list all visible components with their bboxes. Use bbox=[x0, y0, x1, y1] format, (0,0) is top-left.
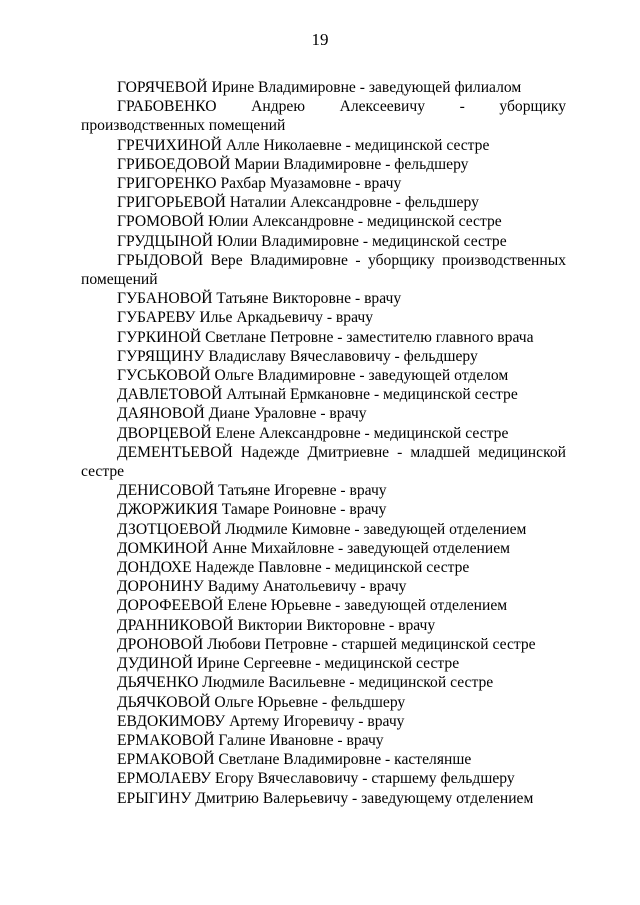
list-item: ГУСЬКОВОЙ Ольге Владимировне - заведующей отделом bbox=[117, 367, 509, 385]
list-item: ДЬЯЧКОВОЙ Ольге Юрьевне - фельдшеру bbox=[117, 693, 406, 711]
list-item: ДЗОТЦОЕВОЙ Людмиле Кимовне - заведующей отделением bbox=[117, 520, 527, 538]
list-item: ДВОРЦЕВОЙ Елене Александровне - медицинской сестре bbox=[117, 424, 509, 442]
list-item: ГРАБОВЕНКО Андрею Алексеевичу - уборщику производственных помещений bbox=[81, 98, 566, 135]
award-recipient-list bbox=[81, 78, 566, 808]
list-item: ДАЯНОВОЙ Диане Ураловне - врачу bbox=[117, 405, 367, 423]
list-item: ДАВЛЕТОВОЙ Алтынай Ермкановне - медицинской сестре bbox=[117, 386, 518, 404]
page-number: 19 bbox=[311, 30, 329, 49]
list-item: ГРИГОРЬЕВОЙ Наталии Александровне - фельдшеру bbox=[117, 194, 479, 212]
list-item: ГРОМОВОЙ Юлии Александровне - медицинской сестре bbox=[117, 213, 502, 231]
list-item: ГУБАНОВОЙ Татьяне Викторовне - врачу bbox=[117, 290, 402, 308]
list-item: ГРИБОЕДОВОЙ Марии Владимировне - фельдшеру bbox=[117, 155, 469, 173]
list-item: ДУДИНОЙ Ирине Сергеевне - медицинской сестре bbox=[117, 655, 460, 673]
list-item: ДЕНИСОВОЙ Татьяне Игоревне - врачу bbox=[117, 482, 387, 500]
list-item: ЕРМАКОВОЙ Светлане Владимировне - кастелянше bbox=[117, 751, 472, 769]
list-item: ЕРМОЛАЕВУ Егору Вячеславовичу - старшему фельдшеру bbox=[117, 770, 515, 788]
list-item: ГОРЯЧЕВОЙ Ирине Владимировне - заведующей филиалом bbox=[117, 79, 522, 96]
list-item: ГРЫДОВОЙ Вере Владимировне - уборщику производственных помещений bbox=[81, 251, 566, 289]
list-item: ДОМКИНОЙ Анне Михайловне - заведующей отделением bbox=[117, 539, 511, 557]
list-item: ГУРЯЩИНУ Владиславу Вячеславовичу - фельдшеру bbox=[117, 347, 478, 365]
list-item: ЕРЫГИНУ Дмитрию Валерьевичу - заведующему отделением bbox=[117, 789, 534, 807]
list-item: ЕВДОКИМОВУ Артему Игоревичу - врачу bbox=[117, 712, 405, 730]
list-item: ГУБАРЕВУ Илье Аркадьевичу - врачу bbox=[117, 309, 374, 327]
list-item: ДЕМЕНТЬЕВОЙ Надежде Дмитриевне - младшей медицинской сестре bbox=[81, 443, 566, 481]
list-item: ГРИГОРЕНКО Рахбар Муазамовне - врачу bbox=[117, 175, 402, 193]
list-item: ДРАННИКОВОЙ Виктории Викторовне - врачу bbox=[117, 616, 436, 634]
list-item: ГУРКИНОЙ Светлане Петровне - заместителю главного врача bbox=[117, 328, 534, 346]
list-item: ГРУДЦЫНОЙ Юлии Владимировне - медицинской сестре bbox=[117, 232, 507, 250]
list-item: ГРЕЧИХИНОЙ Алле Николаевне - медицинской сестре bbox=[117, 136, 490, 154]
list-item: ДОРОФЕЕВОЙ Елене Юрьевне - заведующей отделением bbox=[117, 597, 508, 615]
list-item: ДЖОРЖИКИЯ Тамаре Роиновне - врачу bbox=[117, 501, 387, 519]
list-item: ЕРМАКОВОЙ Галине Ивановне - врачу bbox=[117, 731, 384, 749]
list-item: ДРОНОВОЙ Любови Петровне - старшей медицинской сестре bbox=[117, 635, 536, 653]
list-item: ДОНДОХЕ Надежде Павловне - медицинской сестре bbox=[117, 559, 470, 577]
list-item: ДЬЯЧЕНКО Людмиле Васильевне - медицинской сестре bbox=[117, 674, 494, 692]
list-item: ДОРОНИНУ Вадиму Анатольевичу - врачу bbox=[117, 578, 407, 596]
